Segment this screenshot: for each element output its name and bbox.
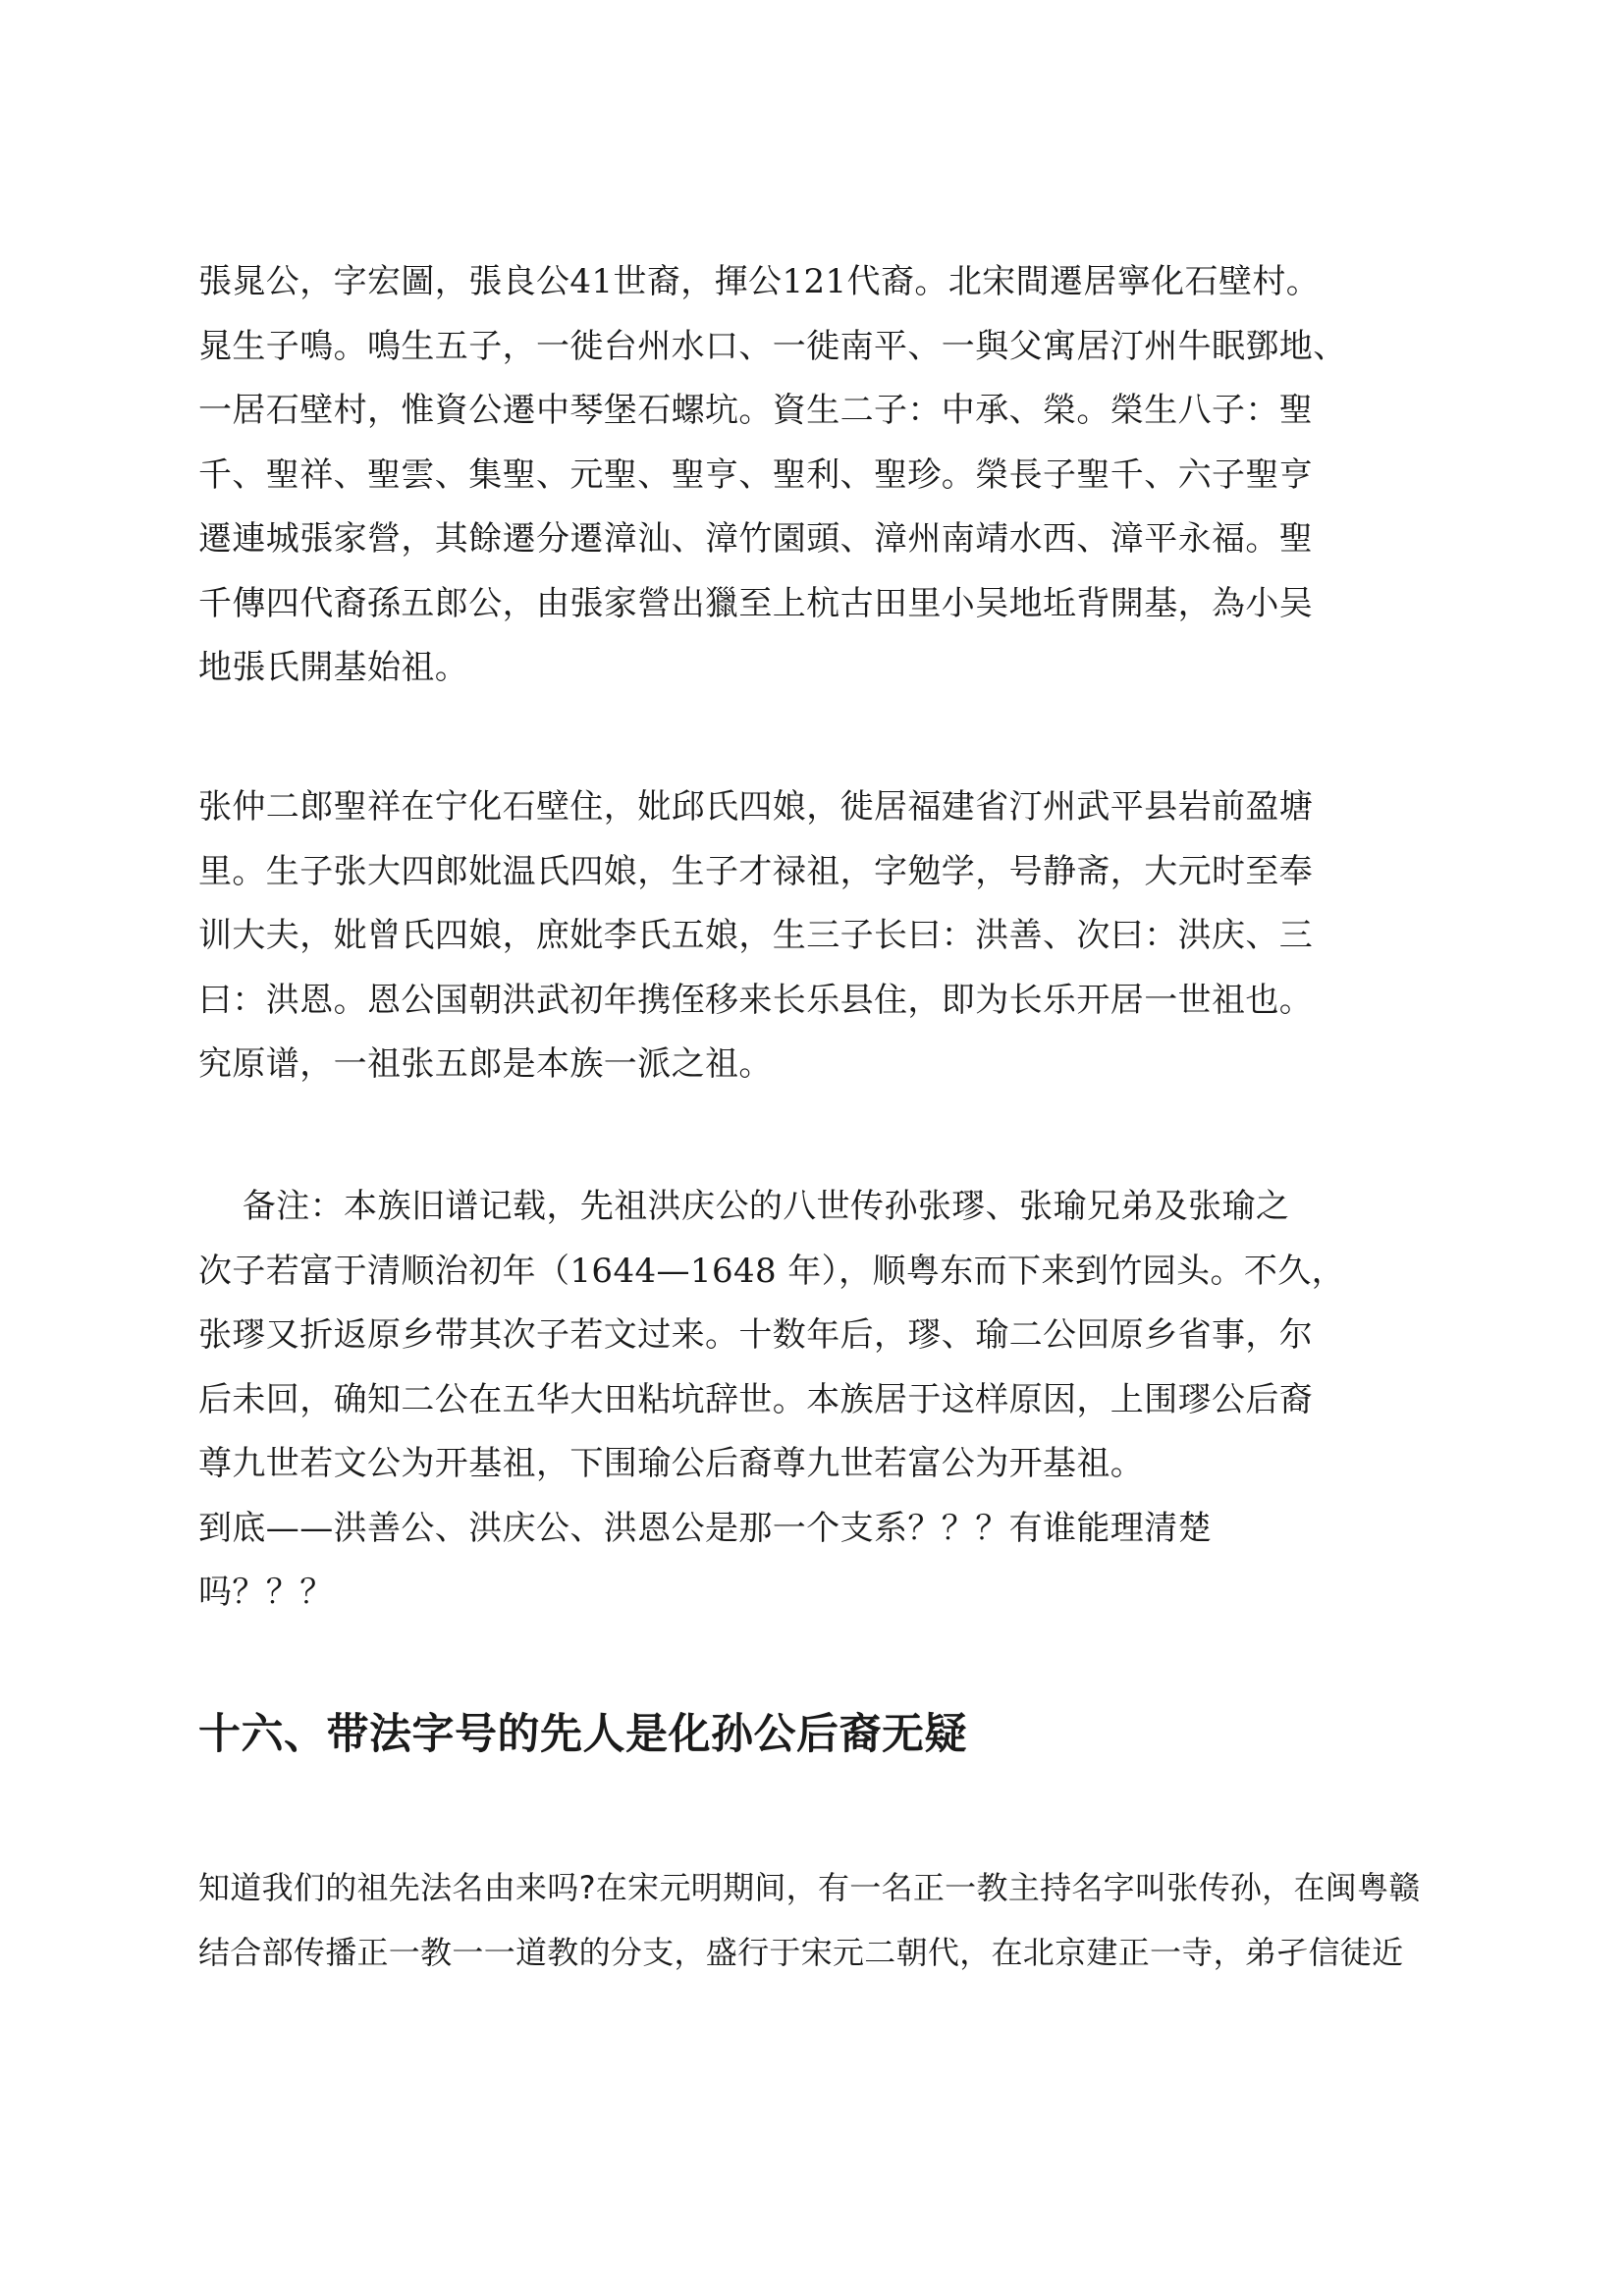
paragraph-zhang-zhong-erlang: 张仲二郎聖祥在宁化石壁住，妣邱氏四娘，徙居福建省汀州武平县岩前盈塘 里。生子张大四郎妣温氏四娘，生子才禄祖，字勉学，号静斋，大元时至奉 训大夫，妣曾氏四娘，庶妣李氏五娘，生三子长曰：洪善、次曰：洪庆、三 曰：洪恩。恩公国朝洪武初年携侄移来长乐县住，即为长乐开居一世祖也。 究原谱，一祖张五郎是本族一派之祖。 (198, 787, 1314, 1084)
section-heading: 十六、带法字号的先人是化孙公后裔无疑 (198, 1710, 967, 1759)
paragraph-remarks: 备注：本族旧谱记载，先祖洪庆公的八世传孙张璆、张瑜兄弟及张瑜之 次子若富于清顺治初年（1644—1648 年），顺粤东而下来到竹园头。不久， 张璆又折返原乡带其次子若文过来。十数年后，璆、瑜二公回原乡省事，尔 后未回，确知二公在五华大田粘坑辞世。本族居于这样原因，上围璆公后裔 尊九世若文公为开基祖，下围瑜公后裔尊九世若富公为开基祖。 到底——洪善公、洪庆公、洪恩公是那一个支系？？？有谁能理清楚 吗？？？ (198, 1187, 1346, 1612)
paragraph-dharma-names: 知道我们的祖先法名由来吗?在宋元明期间，有一名正一教主持名字叫张传孙，在闽粤赣 结合部传播正一教一一道教的分支，盛行于宋元二朝代，在北京建正一寺，弟孑信徒近 (198, 1869, 1421, 1971)
paragraph-zhang-huang-lineage: 張晁公，字宏圖，張良公41世裔，揮公121代裔。北宋間遷居寧化石壁村。 晁生子鳴。鳴生五子，一徙台州水口、一徙南平、一與父寓居汀州牛眠鄧地、 一居石壁村，惟資公遷中琴堡石螺坑。資生二子：中承、榮。榮生八子：聖 千、聖祥、聖雲、集聖、元聖、聖亨、聖利、聖珍。榮長子聖千、六子聖亨 遷連城張家營，其餘遷分遷漳汕、漳竹園頭、漳州南靖水西、漳平永福。聖 千傳四代裔孫五郎公，由張家營出獵至上杭古田里小吴地坵背開基，為小吴 地張氏開基始祖。 (198, 262, 1347, 687)
